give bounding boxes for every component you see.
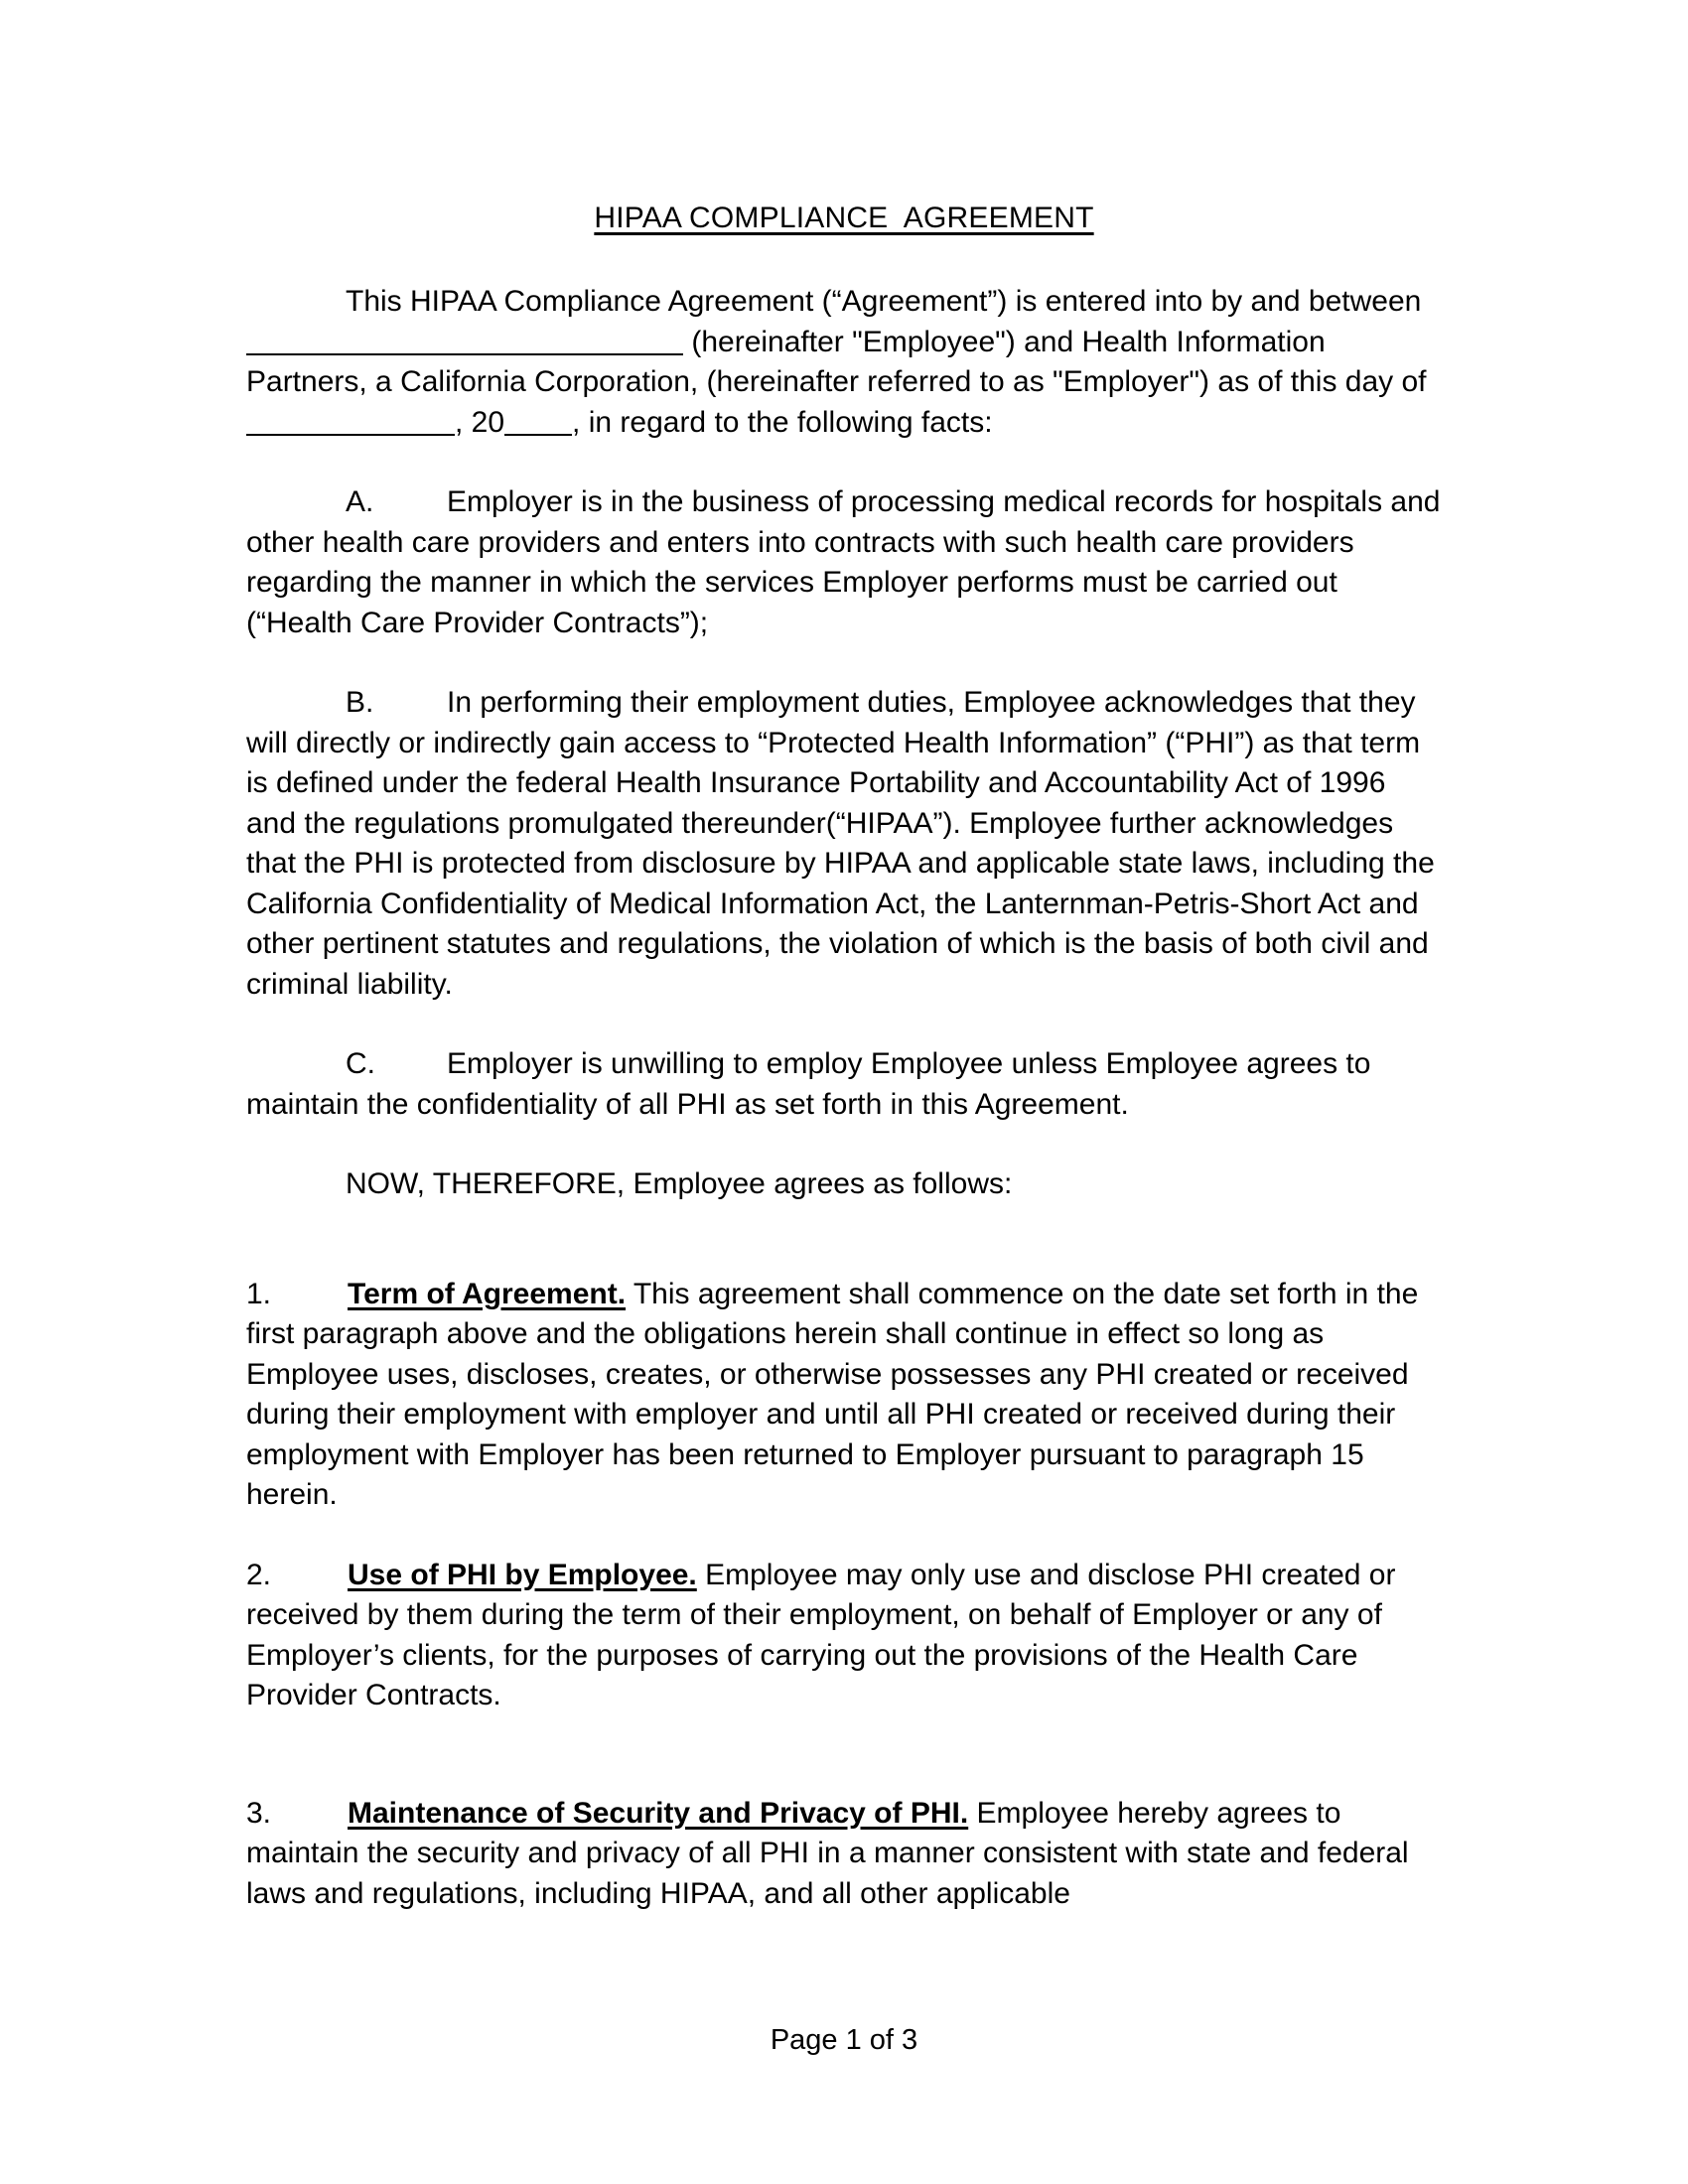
recital-a xyxy=(246,482,1442,643)
recital-c-text: Employer is unwilling to employ Employee unless Employee agrees to maintain the confidentiality of all PHI as set forth in this Agreement. xyxy=(246,1047,1371,1121)
section-2-heading: Use of PHI by Employee. xyxy=(348,1558,697,1591)
spacer xyxy=(246,1205,1442,1275)
section-1-number: 1. xyxy=(246,1277,272,1310)
section-2 xyxy=(246,1556,1442,1716)
section-1 xyxy=(246,1275,1442,1516)
section-2-text: Employee may only use and disclose PHI created or received by them during the term of their employment, on behalf of Employer or any of Employer’s clients, for the purposes of carrying out the provisions of the Health Care Provider Contracts. xyxy=(246,1558,1396,1711)
year-blank[interactable] xyxy=(504,408,572,436)
spacer xyxy=(246,1516,1442,1556)
spacer xyxy=(246,1005,1442,1044)
section-3-text: Employee hereby agrees to maintain the security and privacy of all PHI in a manner consistent with state and federal laws and regulations, including HIPAA, and all other applicable xyxy=(246,1796,1409,1910)
preamble-after-year: , in regard to the following facts: xyxy=(572,405,993,439)
spacer xyxy=(246,238,1442,282)
recital-b xyxy=(246,683,1442,1005)
spacer xyxy=(246,1716,1442,1794)
now-therefore-paragraph xyxy=(246,1164,1442,1205)
page-footer-text: Page 1 of 3 xyxy=(770,2024,918,2056)
now-therefore-text: NOW, THEREFORE, Employee agrees as follows: xyxy=(346,1167,1013,1200)
section-1-text: This agreement shall commence on the date set forth in the first paragraph above and the obligations herein shall continue in effect so long as Employee uses, discloses, creates, or otherwise possesses any PHI created or received during their employment with employer and until all PHI created or received during their employment with Employer has been returned to Employer pursuant to paragraph 15 herein. xyxy=(246,1277,1419,1511)
recital-c xyxy=(246,1044,1442,1125)
recital-b-label: B. xyxy=(346,686,374,719)
recital-c-label: C. xyxy=(346,1047,375,1080)
recital-b-text: In performing their employment duties, Employee acknowledges that they will directly or indirectly gain access to “Protected Health Information” (“PHI”) as that term is defined under the federal Health Insurance Portability and Accountability Act of 1996 and the regulations promulgated thereunder(“HIPAA”). Employee further acknowledges that the PHI is protected from disclosure by HIPAA and applicable state laws, including the California Confidentiality of Medical Information Act, the Lanternman-Petris-Short Act and other pertinent statutes and regulations, the violation of which is the basis of both civil and criminal liability. xyxy=(246,686,1435,1001)
spacer xyxy=(246,1125,1442,1164)
recital-a-label: A. xyxy=(346,485,374,518)
preamble-paragraph xyxy=(246,282,1442,443)
day-blank[interactable] xyxy=(246,408,455,436)
document-body xyxy=(246,0,1442,1914)
employee-name-blank[interactable] xyxy=(246,328,683,355)
page-title xyxy=(246,199,1442,238)
section-3-heading: Maintenance of Security and Privacy of PHI. xyxy=(348,1796,969,1830)
preamble-after-name: (hereinafter "Employee") and Health Information Partners, a California Corporation, (hereinafter referred to as "Employer") as of this day of xyxy=(246,325,1427,398)
preamble-after-day: , 20 xyxy=(455,405,505,439)
section-3-number: 3. xyxy=(246,1796,272,1830)
recital-a-text: Employer is in the business of processing medical records for hospitals and other health care providers and enters into contracts with such health care providers regarding the manner in which the services Employer performs must be carried out (“Health Care Provider Contracts”); xyxy=(246,485,1441,639)
section-1-heading: Term of Agreement. xyxy=(348,1277,627,1310)
page-footer xyxy=(0,2021,1688,2059)
page-title-text: HIPAA COMPLIANCE AGREEMENT xyxy=(594,202,1094,234)
section-2-number: 2. xyxy=(246,1558,272,1591)
spacer xyxy=(246,443,1442,482)
section-3 xyxy=(246,1794,1442,1915)
preamble-lead-in: This HIPAA Compliance Agreement (“Agreement”) is entered into by and between xyxy=(346,285,1422,318)
spacer xyxy=(246,643,1442,683)
